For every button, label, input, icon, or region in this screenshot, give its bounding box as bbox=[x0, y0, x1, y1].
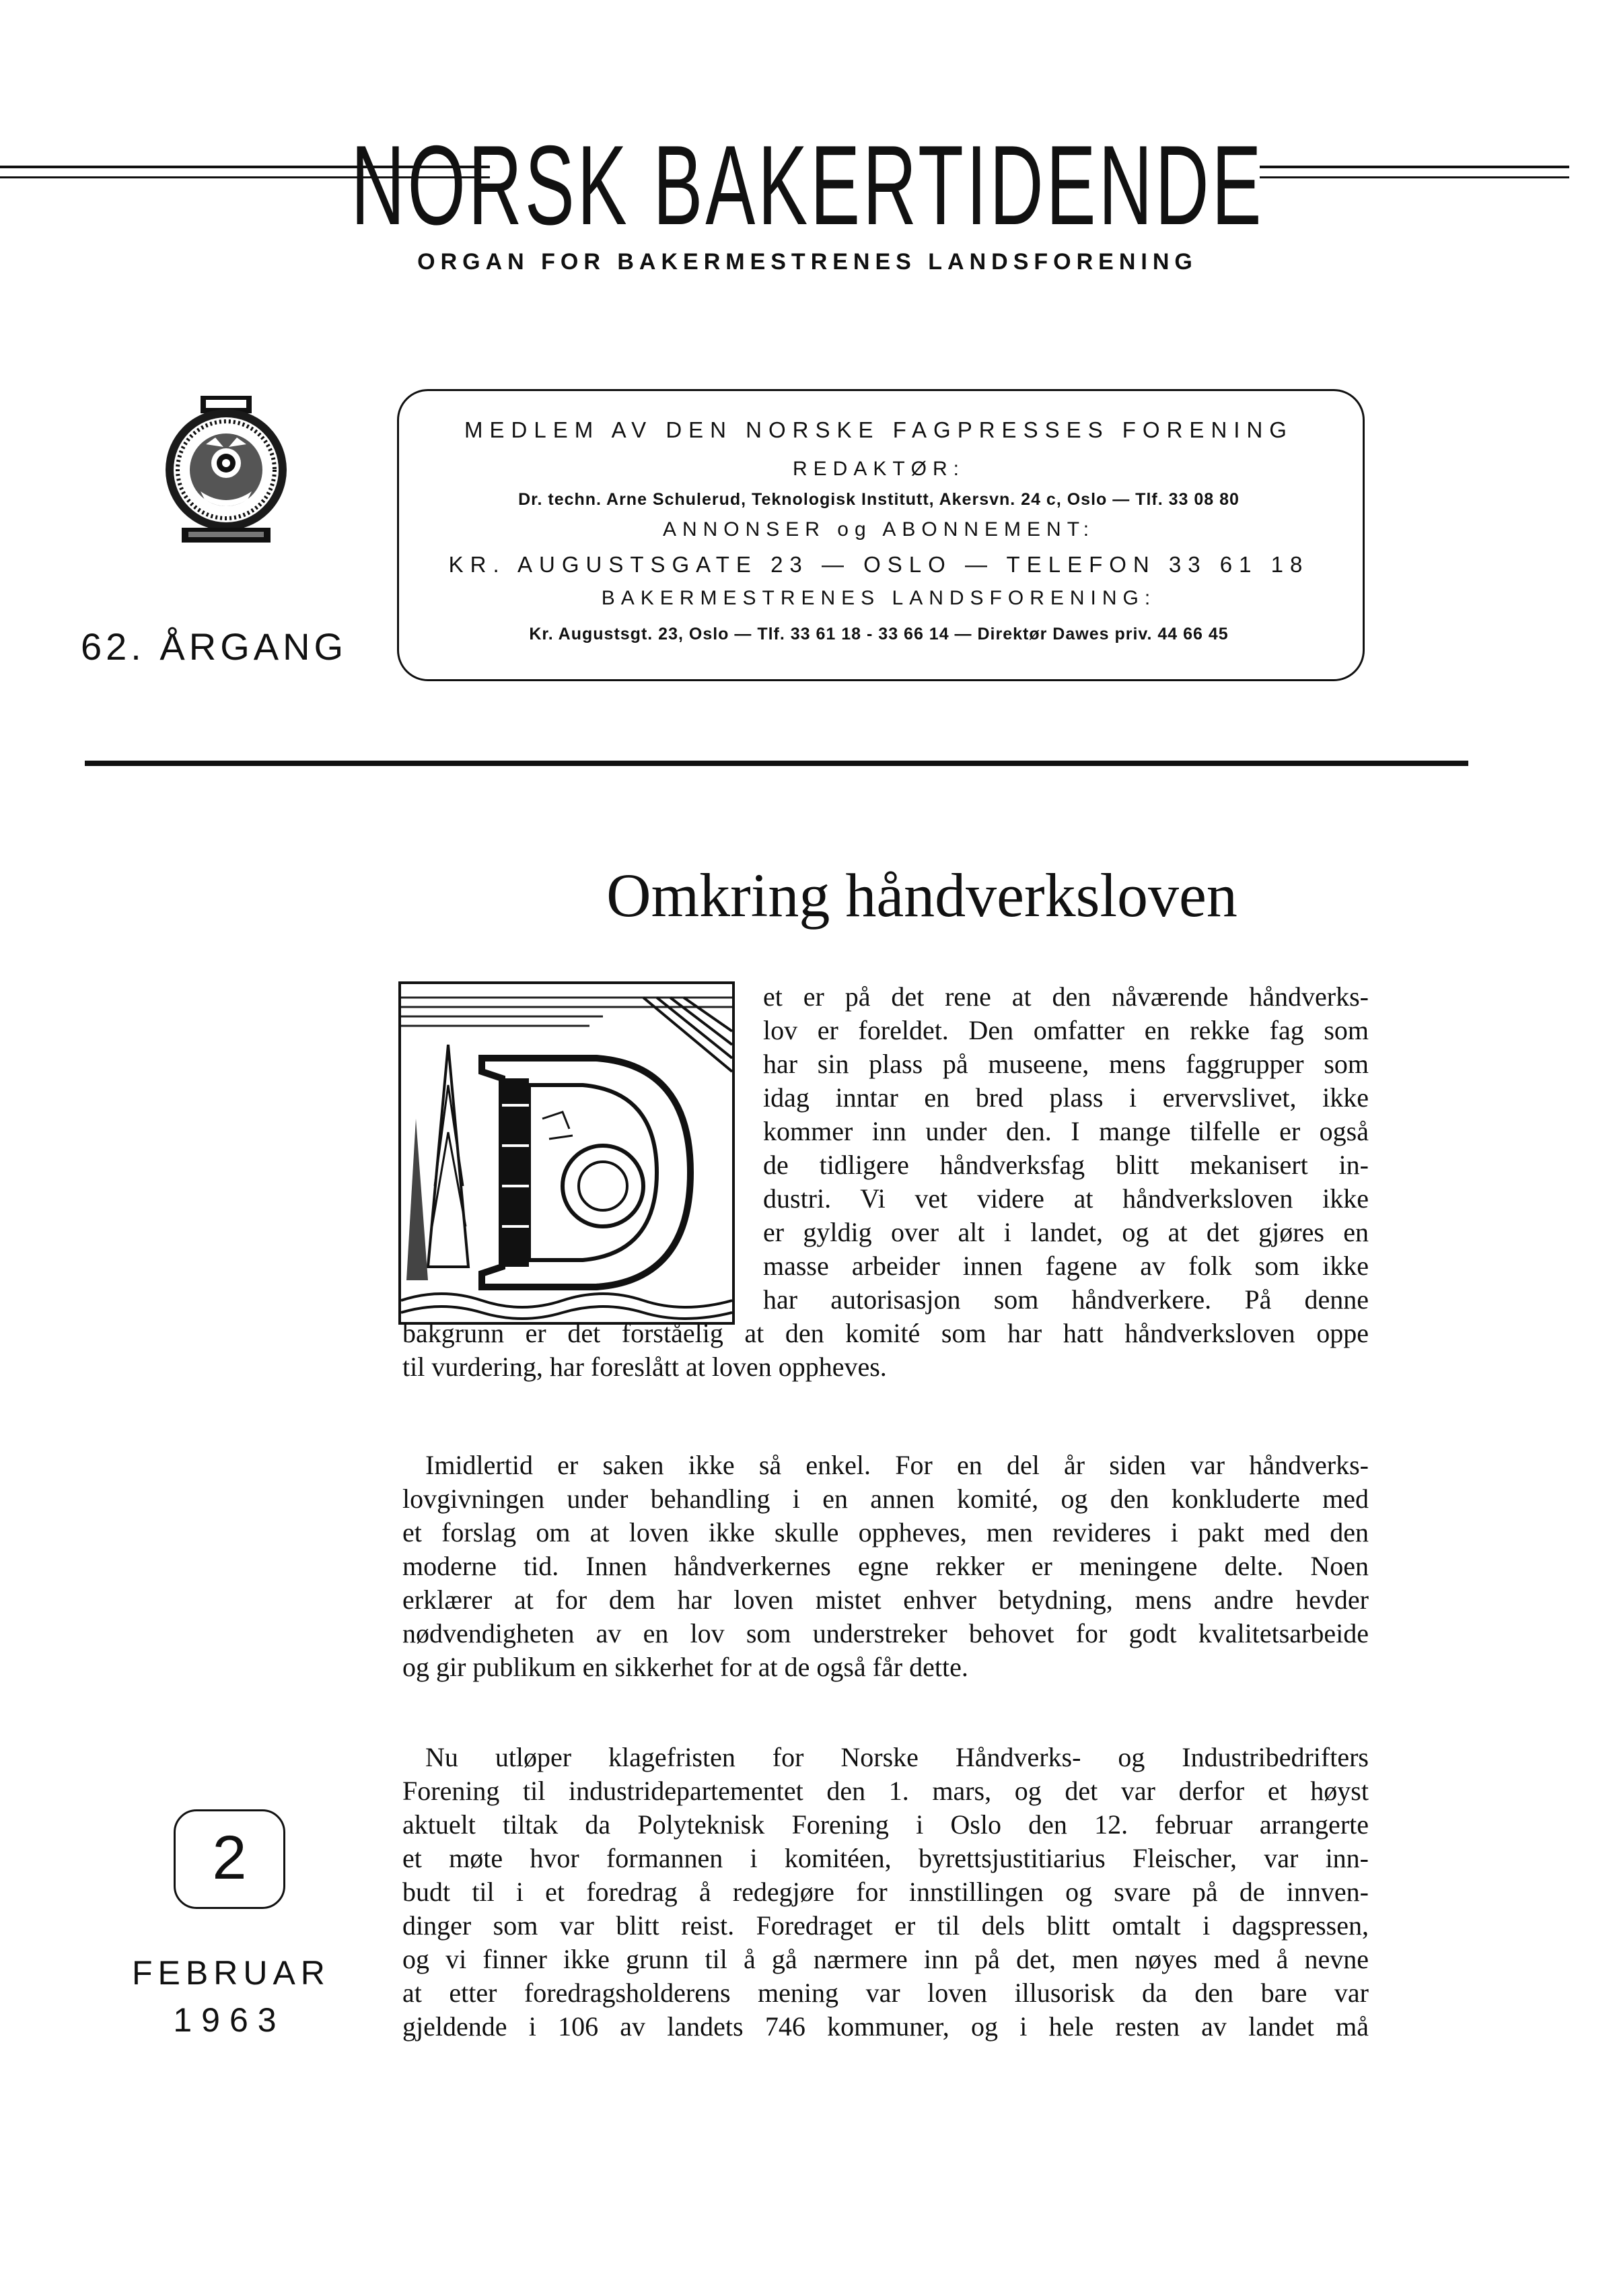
article-p2-line: nødvendigheten av en lov som understreker behovet for godt kvalitetsarbeide bbox=[402, 1618, 1369, 1648]
article-p1-line: til vurdering, har foreslått at loven oppheves. bbox=[402, 1352, 887, 1382]
editor-line: Dr. techn. Arne Schulerud, Teknologisk Institutt, Akersvn. 24 c, Oslo — Tlf. 33 08 80 bbox=[518, 490, 1240, 509]
article-p1-line: et er på det rene at den nåværende håndverks- bbox=[763, 981, 1369, 1012]
masthead-subtitle: ORGAN FOR BAKERMESTRENES LANDSFORENING bbox=[417, 249, 1198, 275]
article-p2-line: Imidlertid er saken ikke så enkel. For en del år siden var håndverks- bbox=[425, 1450, 1369, 1480]
association-heading: BAKERMESTRENES LANDSFORENING: bbox=[601, 587, 1157, 609]
association-line: Kr. Augustsgt. 23, Oslo — Tlf. 33 61 18 - 33 66 14 — Direktør Dawes priv. 44 66 45 bbox=[529, 625, 1229, 643]
article-p2-line: lovgivningen under behandling i en annen komité, og den konkluderte med bbox=[402, 1484, 1369, 1514]
ads-address-line: KR. AUGUSTSGATE 23 — OSLO — TELEFON 33 61 18 bbox=[448, 552, 1309, 577]
article-p2-line: og gir publikum en sikkerhet for at de også får dette. bbox=[402, 1652, 968, 1682]
article-p3-line: gjeldende i 106 av landets 746 kommuner, og i hele resten av landet må bbox=[402, 2011, 1369, 2042]
article-p1-line: lov er foreldet. Den omfatter en rekke fag som bbox=[763, 1015, 1369, 1045]
article-p3-line: Forening til industridepartementet den 1. mars, og det var derfor et høyst bbox=[402, 1776, 1369, 1806]
article-p1-line: kommer inn under den. I mange tilfelle er også bbox=[763, 1116, 1369, 1146]
article-p3-line: Nu utløper klagefristen for Norske Håndverks- og Industribedrifters bbox=[425, 1742, 1369, 1772]
article-p2-line: moderne tid. Innen håndverkernes egne rekker er meningene delte. Noen bbox=[402, 1551, 1369, 1581]
article-p2-line: et forslag om at loven ikke skulle oppheves, men revideres i pakt med den bbox=[402, 1517, 1369, 1547]
section-divider-rule bbox=[85, 761, 1468, 766]
article-p1-line: bakgrunn er det forståelig at den komité som har hatt håndverksloven oppe bbox=[402, 1318, 1369, 1348]
article-p3-line: aktuelt tiltak da Polyteknisk Forening i Oslo den 12. februar arrangerte bbox=[402, 1809, 1369, 1840]
article-p3-line: dinger som var blitt reist. Foredraget er til dels blitt omtalt i dagspressen, bbox=[402, 1910, 1369, 1941]
association-seal-emblem bbox=[159, 390, 293, 552]
volume-label: 62. ÅRGANG bbox=[81, 625, 348, 668]
article-p1-line: idag inntar en bred plass i ervervslivet, ikke bbox=[763, 1082, 1369, 1113]
article-p1-line: masse arbeider innen fagene av folk som ikke bbox=[763, 1251, 1369, 1281]
article-p3-line: budt til i et foredrag å redegjøre for innstillingen og svare på de innven- bbox=[402, 1877, 1369, 1907]
article-p3-line: et møte hvor formannen i komitéen, byrettsjustitiarius Fleischer, var inn- bbox=[402, 1843, 1369, 1873]
ads-subscription-heading: ANNONSER og ABONNEMENT: bbox=[662, 518, 1096, 541]
article-p3-line: at etter foredragsholderens mening var loven illusorisk da den bare var bbox=[402, 1978, 1369, 2008]
article-p1-line: har sin plass på museene, mens faggrupper som bbox=[763, 1049, 1369, 1079]
article-headline: Omkring håndverksloven bbox=[606, 861, 1237, 930]
article-p1-line: har autorisasjon som håndverkere. På denne bbox=[763, 1284, 1369, 1315]
membership-line: MEDLEM AV DEN NORSKE FAGPRESSES FORENING bbox=[464, 417, 1293, 442]
issue-year: 1963 bbox=[173, 2001, 286, 2039]
masthead-title: NORSK BAKERTIDENDE bbox=[351, 122, 1264, 248]
article-p1-line: er gyldig over alt i landet, og at det gjøres en bbox=[763, 1217, 1369, 1247]
article-p1-line: de tidligere håndverksfag blitt mekanisert in- bbox=[763, 1150, 1369, 1180]
issue-month: FEBRUAR bbox=[132, 1954, 330, 1992]
issue-number: 2 bbox=[212, 1823, 247, 1892]
article-p1-line: dustri. Vi vet videre at håndverksloven ikke bbox=[763, 1183, 1369, 1214]
illuminated-dropcap bbox=[398, 981, 735, 1325]
editor-heading: REDAKTØR: bbox=[792, 458, 966, 480]
article-p3-line: og vi finner ikke grunn til å gå nærmere inn på det, men nøyes med å nevne bbox=[402, 1944, 1369, 1974]
article-p2-line: erklærer at for dem har loven mistet enhver betydning, mens andre hevder bbox=[402, 1585, 1369, 1615]
